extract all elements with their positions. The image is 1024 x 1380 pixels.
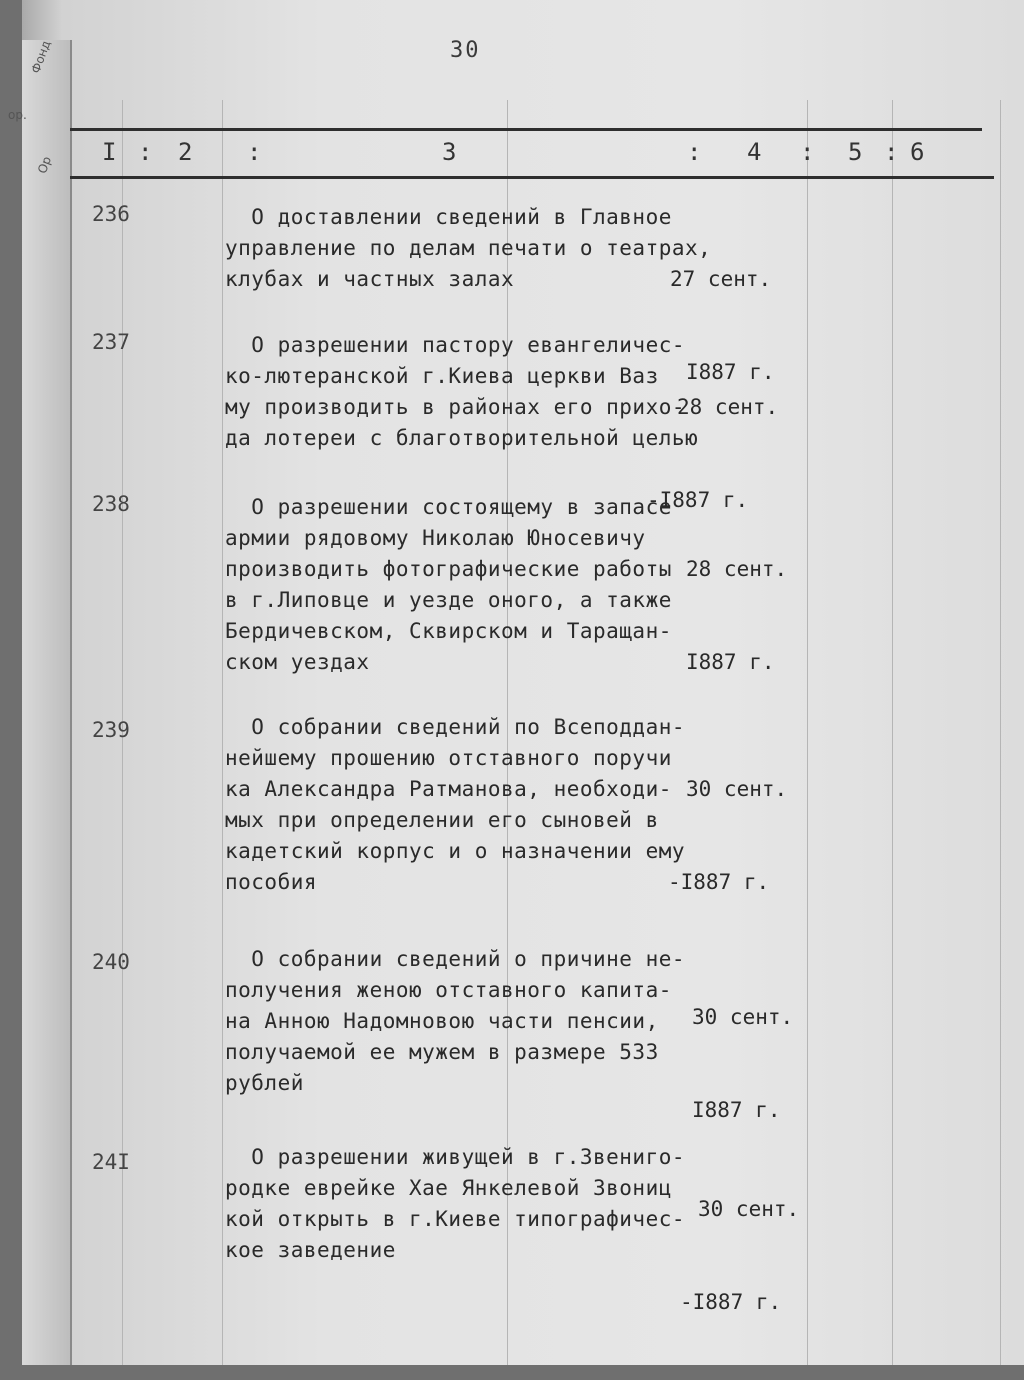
header-col-5: 5 — [848, 138, 863, 166]
date-year: I887 г. — [692, 1098, 781, 1122]
description-line: на Анною Надомновою части пенсии, — [225, 1009, 659, 1033]
margin-label-op: ор. — [8, 108, 27, 122]
description-line: ка Александра Ратманова, необходи- — [225, 777, 672, 801]
header-col-1: I — [102, 138, 117, 166]
description-line: кадетский корпус и о назначении ему — [225, 839, 686, 863]
date-year: -I887 г. — [647, 488, 749, 512]
entry-date — [680, 1132, 800, 1380]
description-line: получаемой ее мужем в размере 533 — [225, 1040, 659, 1064]
date-day: 28 сент. — [686, 557, 788, 581]
column-divider — [1000, 100, 1001, 1365]
date-day: 30 сент. — [686, 777, 788, 801]
description-line: армии рядовому Николаю Юносевичу — [225, 526, 646, 550]
entry-number: 236 — [92, 202, 130, 226]
previous-page-edge — [8, 38, 72, 1365]
description-line: кое заведение — [225, 1238, 396, 1262]
description-line: пособия — [225, 870, 318, 894]
date-day: 30 сент. — [692, 1005, 794, 1029]
entry-description — [225, 202, 711, 295]
entry-number: 240 — [92, 950, 130, 974]
description-line: в г.Липовце и уезде оного, а также — [225, 588, 672, 612]
date-day: 30 сент. — [698, 1197, 800, 1221]
description-line: Бердичевском, Сквирском и Таращан- — [225, 619, 672, 643]
description-line: производить фотографические работы — [225, 557, 672, 581]
column-divider — [892, 100, 893, 1365]
description-line: му производить в районах его прихо- — [225, 395, 686, 419]
header-separator: : — [800, 138, 815, 166]
description-line: получения женою отставного капита- — [225, 978, 672, 1002]
description-line: О собрании сведений по Всеподдан- — [225, 715, 686, 739]
description-line: рублей — [225, 1071, 304, 1095]
header-separator: : — [884, 138, 899, 166]
description-line: О разрешении состоящему в запасе — [225, 495, 672, 519]
entry-description — [225, 492, 672, 678]
entry-date — [668, 712, 788, 960]
document-page — [8, 0, 1024, 1365]
description-line: ко-лютеранской г.Киева церкви Ваз — [225, 364, 659, 388]
header-bottom-rule — [70, 176, 994, 179]
description-line: О разрешении пастору евангеличес- — [225, 333, 686, 357]
header-col-3: 3 — [442, 138, 457, 166]
date-day: 28 сент. — [677, 395, 779, 419]
description-line: О собрании сведений о причине не- — [225, 947, 686, 971]
date-day: 27 сент. — [670, 267, 772, 291]
description-line: управление по делам печати о театрах, — [225, 236, 712, 260]
date-year: -I887 г. — [668, 870, 770, 894]
date-year: I887 г. — [686, 650, 775, 674]
margin-label-fond: Фонд — [28, 38, 54, 76]
column-divider — [807, 100, 808, 1365]
entry-number: 238 — [92, 492, 130, 516]
description-line: да лотереи с благотворительной целью — [225, 426, 699, 450]
description-line: О доставлении сведений в Главное — [225, 205, 672, 229]
column-divider — [222, 100, 223, 1365]
description-line: клубах и частных залах — [225, 267, 515, 291]
header-separator: : — [247, 138, 262, 166]
header-separator: : — [138, 138, 153, 166]
description-line: кой открыть в г.Киеве типографичес- — [225, 1207, 686, 1231]
entry-number: 237 — [92, 330, 130, 354]
entry-date — [686, 492, 787, 740]
header-col-2: 2 — [178, 138, 193, 166]
entry-number: 239 — [92, 718, 130, 742]
margin-label-op2: Ор — [35, 154, 55, 176]
description-line: О разрешении живущей в г.Звениго- — [225, 1145, 686, 1169]
header-col-6: 6 — [910, 138, 925, 166]
date-year: -I887 г. — [680, 1290, 782, 1314]
description-line: ском уездах — [225, 650, 370, 674]
entry-description — [225, 330, 698, 454]
entry-description — [225, 1142, 685, 1266]
date-year: I887 г. — [686, 360, 775, 384]
description-line: родке еврейке Хае Янкелевой Звониц — [225, 1176, 672, 1200]
description-line: мых при определении его сыновей в — [225, 808, 659, 832]
entry-description — [225, 712, 685, 898]
entry-description — [225, 944, 685, 1099]
entry-number: 24I — [92, 1150, 130, 1174]
header-top-rule — [70, 128, 982, 131]
description-line: нейшему прошению отставного поручи — [225, 746, 672, 770]
header-col-4: 4 — [747, 138, 762, 166]
page-number: 30 — [450, 38, 481, 63]
header-separator: : — [687, 138, 702, 166]
